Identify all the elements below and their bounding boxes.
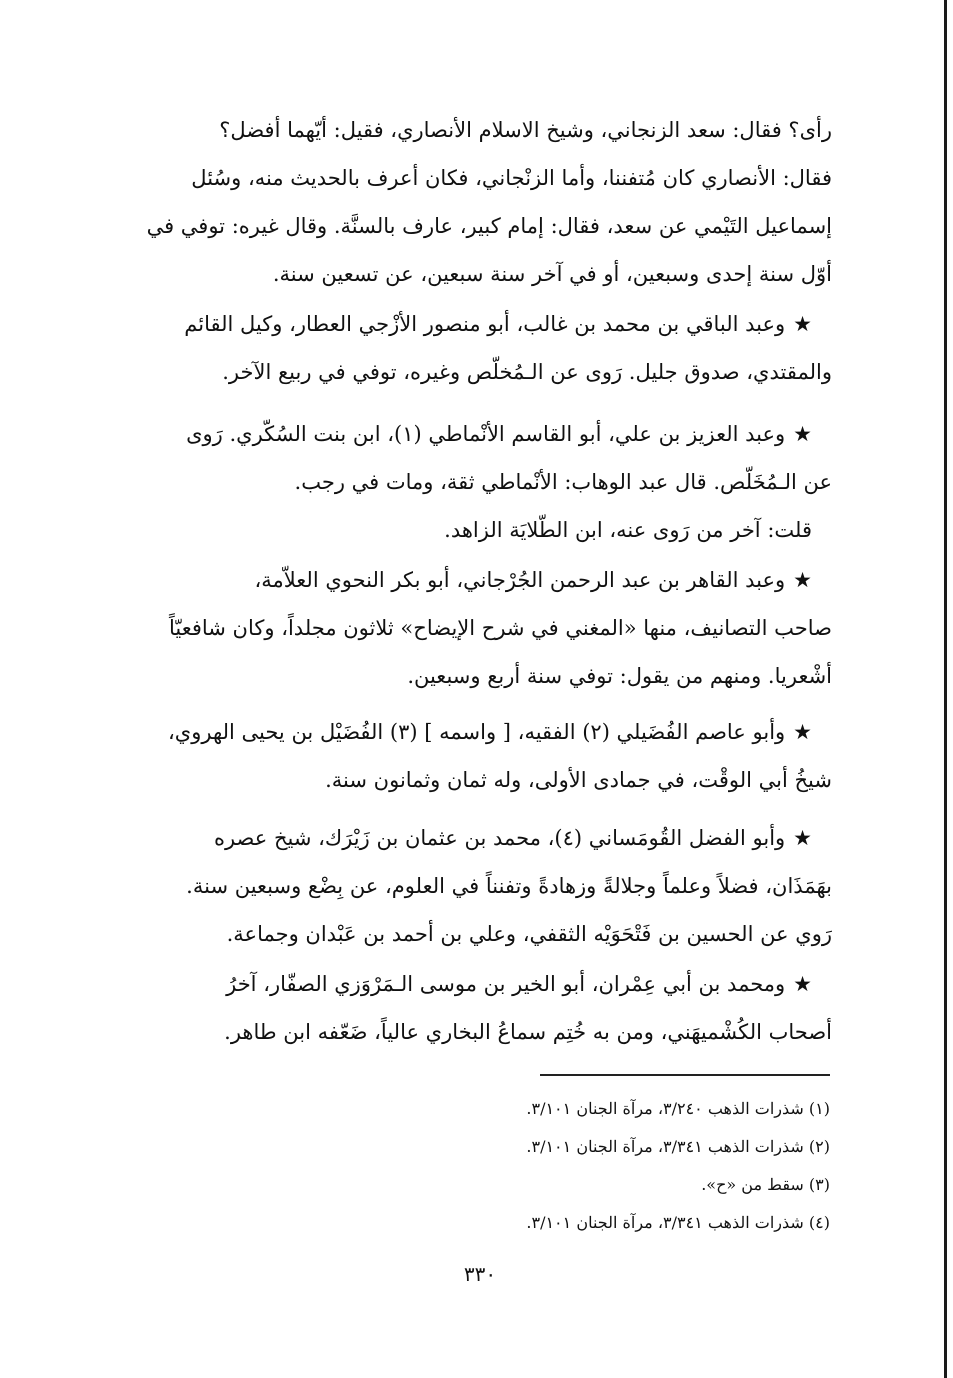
footnote-2: (٢) شذرات الذهب ٣/٣٤١، مرآة الجنان ٣/١٠١. [526, 1137, 830, 1156]
star-icon: ★ [793, 972, 812, 996]
footnotes [330, 1090, 830, 1242]
paragraph-2-line-1-text: وعبد الباقي بن محمد بن غالب، أبو منصور الأزْجي العطار، وكيل القائم [184, 312, 786, 336]
paragraph-5 [112, 708, 832, 804]
paragraph-2-line-1 [112, 300, 832, 348]
paragraph-1 [112, 106, 832, 298]
paragraph-4 [112, 556, 832, 700]
star-icon: ★ [793, 826, 812, 850]
paragraph-3-line-1 [112, 410, 832, 458]
star-icon: ★ [793, 720, 812, 744]
paragraph-1-line-2: فقال: الأنصاري كان مُتفننا، وأما الزنْجاني، فكان أعرف بالحديث منه، وسُئل [191, 166, 832, 190]
footnote-1: (١) شذرات الذهب ٣/٢٤٠، مرآة الجنان ٣/١٠١. [526, 1099, 830, 1118]
star-icon: ★ [793, 422, 812, 446]
paragraph-1-line-1: رأى؟ فقال: سعد الزنجاني، وشيخ الاسلام الأنصاري، فقيل: أيّهما أفضل؟ [219, 118, 832, 142]
paragraph-5-line-2: شيخُ أبي الوقْت، في جمادى الأولى، وله ثمان وثمانون سنة. [325, 768, 832, 792]
paragraph-6-line-3: رَوي عن الحسين بن فَتْحَوَيْه الثقفي، وعلي بن أحمد بن عَبْدان وجماعة. [226, 922, 832, 946]
paragraph-1-line-3: إسماعيل التَيْمي عن سعد، فقال: إمام كبير، عارف بالسنَّة. وقال غيره: توفي في [146, 214, 832, 238]
page-number: ٣٣٠ [463, 1262, 497, 1286]
paragraph-4-line-2: صاحب التصانيف، منها «المغني في شرح الإيضاح» ثلاثون مجلداً، وكان شافعيّاً [168, 616, 832, 640]
paragraph-3-note: قلت: آخر من رَوى عنه، ابن الطّلايَة الزاهد. [444, 518, 812, 542]
paragraph-6-line-1 [112, 814, 832, 862]
paragraph-6-line-1-text: وأبو الفضل القُومَساني (٤)، محمد بن عثمان بن زَيْرَك، شيخ عصره [213, 826, 786, 850]
paragraph-4-line-1-text: وعبد القاهر بن عبد الرحمن الجُرْجاني، أبو بكر النحوي العلاّمة، [254, 568, 786, 592]
paragraph-1-line-4: أوّل سنة إحدى وسبعين، أو في آخر سنة سبعين، عن تسعين سنة. [272, 262, 832, 286]
star-icon: ★ [793, 568, 812, 592]
paragraph-3 [112, 410, 832, 554]
star-icon: ★ [793, 312, 812, 336]
paragraph-2 [112, 300, 832, 396]
paragraph-7-line-1 [112, 960, 832, 1008]
paragraph-3-line-2: عن الـمُخَلّص. قال عبد الوهاب: الأنْماطي ثقة، ومات في رجب. [294, 470, 832, 494]
paragraph-7 [112, 960, 832, 1056]
footnote-3: (٣) سقط من «ح». [701, 1175, 830, 1194]
paragraph-7-line-1-text: ومحمد بن أبي عِمْران، أبو الخير بن موسى الـمَرْوَزي الصفّار، آخرُ [226, 972, 786, 996]
paragraph-4-line-3: أشْعريا. ومنهم من يقول: توفي سنة أربع وسبعين. [407, 664, 832, 688]
paragraph-3-line-1-text: وعبد العزيز بن علي، أبو القاسم الأنْماطي (١)، ابن بنت السُكّري. رَوى [186, 422, 786, 446]
paragraph-4-line-1 [112, 556, 832, 604]
paragraph-6-line-2: بهَمَذَان، فضلاً وعلماً وجلالةً وزهادةً وتفنناً في العلوم، عن بِضْع وسبعين سنة. [186, 874, 832, 898]
paragraph-6 [112, 814, 832, 958]
paragraph-2-line-2: والمقتدي، صدوق جليل. رَوى عن الـمُخلّص وغيره، توفي في ربيع الآخر. [222, 360, 832, 384]
footnote-4: (٤) شذرات الذهب ٣/٣٤١، مرآة الجنان ٣/١٠١. [526, 1213, 830, 1232]
scan-edge-shadow [944, 0, 947, 1378]
footnote-divider [540, 1074, 830, 1076]
paragraph-5-line-1-text: وأبو عاصم الفُضَيلي (٢) الفقيه، [ واسمه ] (٣) الفُضَيْل بن يحيى الهروي، [168, 720, 786, 744]
paragraph-5-line-1 [112, 708, 832, 756]
paragraph-7-line-2: أصحاب الكُشْميهَني، ومن به خُتِم سماعُ البخاري عالياً، ضَعّفه ابن طاهر. [224, 1020, 832, 1044]
